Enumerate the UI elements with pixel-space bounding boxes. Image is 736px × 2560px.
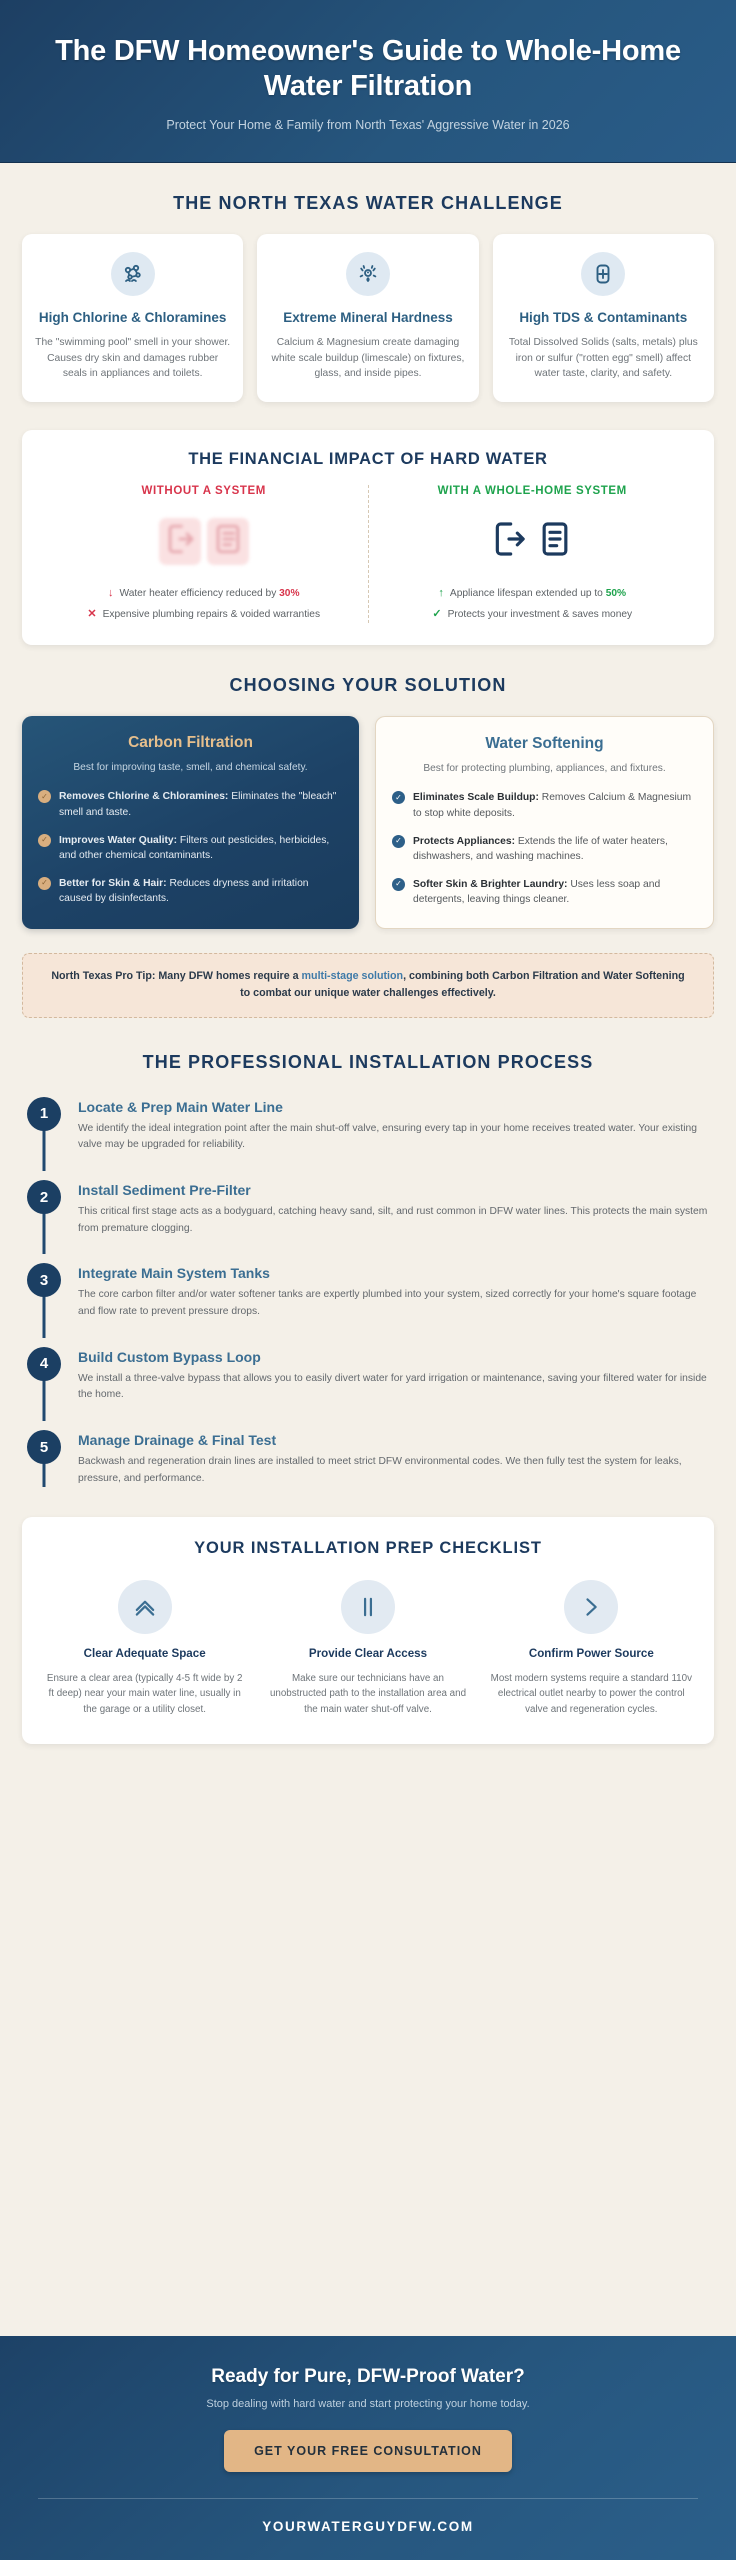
carbon-title: Carbon Filtration [128, 733, 253, 751]
step-title: Locate & Prep Main Water Line [78, 1098, 283, 1115]
list-item [392, 790, 697, 821]
up-arrow-icon: ↑ [438, 586, 444, 599]
comparison-split [40, 485, 696, 623]
list-item [38, 833, 343, 864]
stat-highlight: 50% [605, 587, 627, 599]
timeline-marker [26, 1180, 62, 1237]
step-text: This critical first stage acts as a bodyguard, catching heavy sand, silt, and rust common in DFW water lines. This protects the main system from premature clogging. [78, 1206, 708, 1234]
bullet-bold: Protects Appliances: [413, 835, 516, 847]
process-heading: THE PROFESSIONAL INSTALLATION PROCESS [142, 1051, 594, 1072]
pro-tip-lead: North Texas Pro Tip: Many DFW homes require a [51, 970, 302, 983]
stat-text: Water heater efficiency reduced by [119, 587, 280, 599]
challenge-card-text: Total Dissolved Solids (salts, metals) plus iron or sulfur ("rotten egg" smell) affect water taste, clarity, and safety. [508, 337, 698, 380]
checklist-item-title: Clear Adequate Space [83, 1647, 206, 1661]
stat-text: Expensive plumbing repairs & voided warranties [102, 609, 321, 621]
molecule-icon [111, 252, 155, 296]
cta-subtitle: Stop dealing with hard water and start protecting your home today. [206, 2398, 530, 2410]
softening-bullet-list [392, 790, 697, 908]
timeline-marker [26, 1263, 62, 1320]
bullet-bold: Removes Chlorine & Chloramines: [59, 791, 229, 803]
down-arrow-icon: ↓ [107, 586, 114, 599]
cross-icon: ✕ [87, 608, 97, 621]
checklist-item-title: Provide Clear Access [308, 1647, 428, 1661]
challenge-card-title: High TDS & Contaminants [519, 309, 688, 325]
checklist-item-title: Confirm Power Source [528, 1647, 654, 1661]
carbon-subtitle: Best for improving taste, smell, and chemical safety. [73, 761, 308, 773]
document-checklist-icon [535, 519, 575, 564]
document-icon-blurred [207, 518, 249, 565]
contaminant-capsule-icon [581, 252, 625, 296]
double-chevron-up-icon [118, 1580, 172, 1634]
checklist-item-text: Make sure our technicians have an unobstructed path to the installation area and the main water shut-off valve. [269, 1672, 467, 1716]
step-text: We install a three-valve bypass that allows you to easily divert water for yard irrigation or maintenance, saving your filtered water for inside the home. [78, 1372, 707, 1401]
cta-footer [0, 2336, 736, 2560]
timeline-marker [26, 1347, 62, 1404]
pause-bars-icon [341, 1580, 395, 1634]
pro-tip-accent: multi-stage solution [301, 970, 404, 983]
water-softening-card [375, 716, 714, 929]
step-number: 5 [27, 1430, 61, 1464]
step-text: We identify the ideal integration point after the main shut-off valve, ensuring every tap in your home receives treated water. Your existing valve may be upgraded for reliability. [78, 1122, 697, 1151]
check-badge-icon: ✓ [38, 790, 51, 803]
step-number: 3 [27, 1263, 61, 1297]
challenge-card-text: The "swimming pool" smell in your shower. Causes dry skin and damages rubber seals in appliances and toilets. [35, 337, 231, 380]
checklist-item [261, 1580, 474, 1718]
footer-divider [38, 2498, 698, 2499]
step-text: Backwash and regeneration drain lines are installed to meet strict DFW environmental codes. We then fully test the system for leaks, pressure, and performance. [78, 1456, 682, 1484]
timeline-marker [26, 1097, 62, 1154]
checklist-row [38, 1580, 698, 1718]
list-item [38, 789, 343, 820]
step-title: Build Custom Bypass Loop [78, 1348, 261, 1365]
carbon-filtration-card [22, 716, 359, 929]
financial-impact-panel [22, 430, 714, 645]
checklist-heading: YOUR INSTALLATION PREP CHECKLIST [194, 1539, 542, 1558]
challenge-card-title: Extreme Mineral Hardness [283, 309, 453, 325]
exit-door-icon [489, 519, 529, 564]
check-badge-icon: ✓ [38, 877, 51, 890]
list-item [392, 877, 697, 908]
check-badge-icon: ✓ [392, 878, 405, 891]
list-item [392, 834, 697, 865]
checklist-item-text: Most modern systems require a standard 110v electrical outlet nearby to power the control valve and regeneration cycles. [490, 1672, 692, 1716]
bullet-rest: Extends the life of water heaters, dishwashers, and washing machines. [413, 835, 668, 863]
check-badge-icon: ✓ [38, 834, 51, 847]
pro-tip-tail: , combining both Carbon Filtration and Water Softening to combat our unique water challenges effectively. [240, 970, 685, 1000]
hero-header [0, 0, 736, 163]
content-body [0, 163, 736, 2304]
list-item [38, 876, 343, 907]
timeline-content [78, 1263, 710, 1320]
checklist-item [485, 1580, 698, 1718]
get-free-consultation-button[interactable]: GET YOUR FREE CONSULTATION [224, 2430, 512, 2472]
financial-heading: THE FINANCIAL IMPACT OF HARD WATER [188, 449, 548, 468]
bullet-rest: Uses less soap and detergents, leaving things cleaner. [413, 878, 661, 906]
timeline-content [78, 1430, 710, 1487]
stat-line [377, 606, 689, 623]
with-system-icons [377, 511, 689, 573]
bullet-bold: Eliminates Scale Buildup: [413, 792, 539, 804]
stat-text: Protects your investment & saves money [447, 609, 633, 621]
timeline-step [26, 1347, 710, 1430]
website-url[interactable]: YOURWATERGUYDFW.COM [262, 2519, 474, 2534]
prep-checklist-panel [22, 1517, 714, 1744]
with-system-column [369, 485, 697, 623]
bullet-bold: Improves Water Quality: [59, 834, 178, 846]
step-number: 2 [27, 1180, 61, 1214]
check-badge-icon: ✓ [392, 835, 405, 848]
solutions-heading: CHOOSING YOUR SOLUTION [229, 674, 507, 695]
timeline-content [78, 1347, 710, 1404]
with-system-label: WITH A WHOLE-HOME SYSTEM [437, 484, 627, 497]
timeline-content [78, 1180, 710, 1237]
without-system-column [40, 485, 369, 623]
challenge-card [493, 234, 714, 402]
timeline-step [26, 1180, 710, 1263]
challenge-card [22, 234, 243, 402]
check-badge-icon: ✓ [392, 791, 405, 804]
stat-line [48, 585, 360, 602]
cta-title: Ready for Pure, DFW-Proof Water? [211, 2366, 525, 2387]
page-subtitle: Protect Your Home & Family from North Texas' Aggressive Water in 2026 [166, 117, 570, 132]
installation-timeline [0, 1097, 736, 1492]
checklist-item [38, 1580, 251, 1718]
timeline-marker [26, 1430, 62, 1487]
exit-door-icon-blurred [159, 518, 201, 565]
step-title: Install Sediment Pre-Filter [78, 1182, 251, 1199]
solutions-row [0, 716, 736, 929]
stat-line [48, 606, 360, 623]
step-title: Integrate Main System Tanks [78, 1265, 270, 1282]
challenge-card-row [0, 234, 736, 402]
challenge-heading: THE NORTH TEXAS WATER CHALLENGE [173, 192, 563, 213]
timeline-content [78, 1097, 710, 1154]
challenge-card-title: High Chlorine & Chloramines [38, 309, 227, 325]
bullet-rest: Reduces dryness and irritation caused by disinfectants. [59, 877, 309, 905]
bullet-rest: Filters out pesticides, herbicides, and other chemical contaminants. [59, 834, 330, 862]
page-title: The DFW Homeowner's Guide to Whole-Home Water Filtration [55, 35, 681, 103]
step-number: 1 [27, 1097, 61, 1131]
challenge-card-text: Calcium & Magnesium create damaging white scale buildup (limescale) on fixtures, glass, and inside pipes. [271, 337, 465, 380]
challenge-card [257, 234, 478, 402]
timeline-step [26, 1097, 710, 1180]
timeline-step [26, 1430, 710, 1491]
bullet-bold: Softer Skin & Brighter Laundry: [413, 878, 568, 890]
bullet-bold: Better for Skin & Hair: [59, 877, 167, 889]
carbon-bullet-list [38, 789, 343, 907]
bullet-rest: Eliminates the "bleach" smell and taste. [59, 791, 337, 818]
step-number: 4 [27, 1347, 61, 1381]
step-title: Manage Drainage & Final Test [78, 1432, 277, 1449]
check-icon: ✓ [432, 608, 442, 621]
pro-tip-banner [22, 953, 714, 1018]
softening-subtitle: Best for protecting plumbing, appliances, and fixtures. [423, 762, 666, 774]
stat-text: Appliance lifespan extended up to [449, 587, 606, 599]
stat-highlight: 30% [279, 587, 300, 599]
chevron-right-icon [564, 1580, 618, 1634]
timeline-step [26, 1263, 710, 1346]
step-text: The core carbon filter and/or water softener tanks are expertly plumbed into your system, sized correctly for your home's square footage and flow rate to prevent pressure drops. [78, 1289, 697, 1318]
bullet-rest: Removes Calcium & Magnesium to stop white deposits. [413, 792, 692, 819]
mineral-particle-icon [346, 252, 390, 296]
without-system-icons [48, 511, 360, 573]
without-system-label: WITHOUT A SYSTEM [141, 484, 266, 497]
stat-line [377, 585, 689, 602]
checklist-item-text: Ensure a clear area (typically 4-5 ft wide by 2 ft deep) near your main water line, usually in the garage or a utility closet. [46, 1672, 243, 1716]
softening-title: Water Softening [485, 734, 604, 752]
